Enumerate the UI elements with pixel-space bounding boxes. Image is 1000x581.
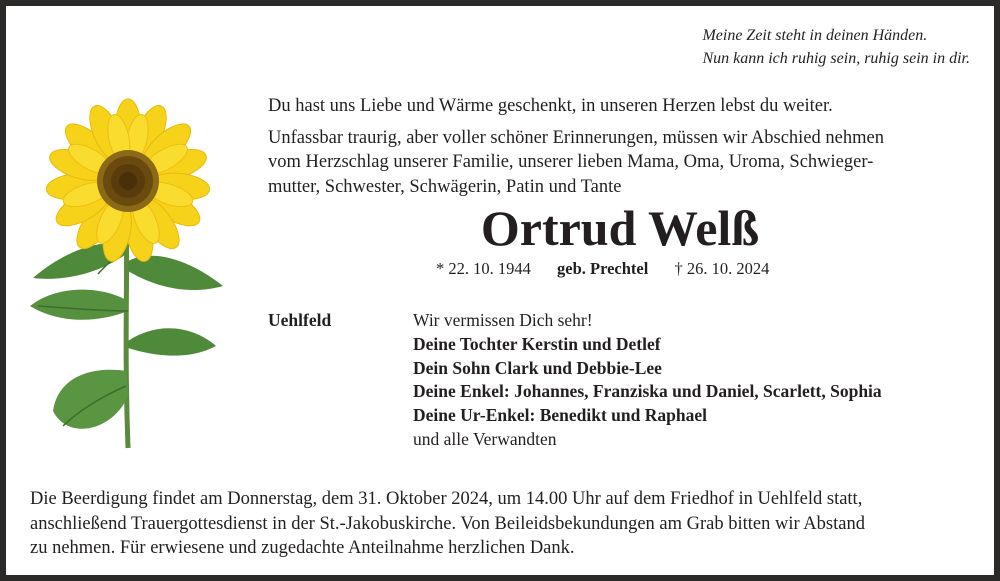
- death-date: † 26. 10. 2024: [674, 259, 770, 278]
- funeral-line: zu nehmen. Für erwiesene und zugedachte Anteilnahme herzlichen Dank.: [30, 538, 575, 558]
- mourner-grandchildren: Deine Enkel: Johannes, Franziska und Daniel, Scarlett, Sophia: [413, 381, 882, 402]
- sunflower-image: [28, 96, 228, 452]
- mourner-son: Dein Sohn Clark und Debbie-Lee: [413, 357, 662, 378]
- mourner-great-grandchildren: Deine Ur-Enkel: Benedikt und Raphael: [413, 405, 707, 426]
- intro-line: mutter, Schwester, Schwägerin, Patin und Tante: [268, 176, 622, 197]
- quote-line: Meine Zeit steht in deinen Händen.: [702, 27, 928, 44]
- bible-quote: [702, 24, 970, 70]
- intro-line: Du hast uns Liebe und Wärme geschenkt, in unseren Herzen lebst du weiter.: [268, 96, 833, 116]
- funeral-line: Die Beerdigung findet am Donnerstag, dem 31. Oktober 2024, um 14.00 Uhr auf dem Friedhof in Uehlfeld statt,: [30, 489, 863, 509]
- deceased-name: Ortrud Welß: [480, 200, 760, 256]
- maiden-name: geb. Prechtel: [557, 259, 649, 278]
- life-dates: [436, 258, 769, 280]
- mourners-list: [413, 309, 882, 452]
- mourner-daughter: Deine Tochter Kerstin und Detlef: [413, 333, 661, 354]
- mourner-relatives: und alle Verwandten: [413, 428, 557, 449]
- intro-line: vom Herzschlag unserer Familie, unserer lieben Mama, Oma, Uroma, Schwieger-: [268, 152, 874, 172]
- mourners-intro: Wir vermissen Dich sehr!: [413, 310, 593, 330]
- funeral-line: anschließend Trauergottesdienst in der St.-Jakobuskirche. Von Beileidsbekundungen am Grab bitten wir Abstand: [30, 513, 865, 534]
- quote-line: Nun kann ich ruhig sein, ruhig sein in dir.: [702, 50, 970, 67]
- intro-line: Unfassbar traurig, aber voller schöner Erinnerungen, müssen wir Abschied nehmen: [268, 127, 884, 148]
- funeral-details: [30, 487, 975, 561]
- place-name: Uehlfeld: [268, 310, 332, 330]
- intro-text: [268, 94, 968, 199]
- birth-date: * 22. 10. 1944: [436, 259, 531, 278]
